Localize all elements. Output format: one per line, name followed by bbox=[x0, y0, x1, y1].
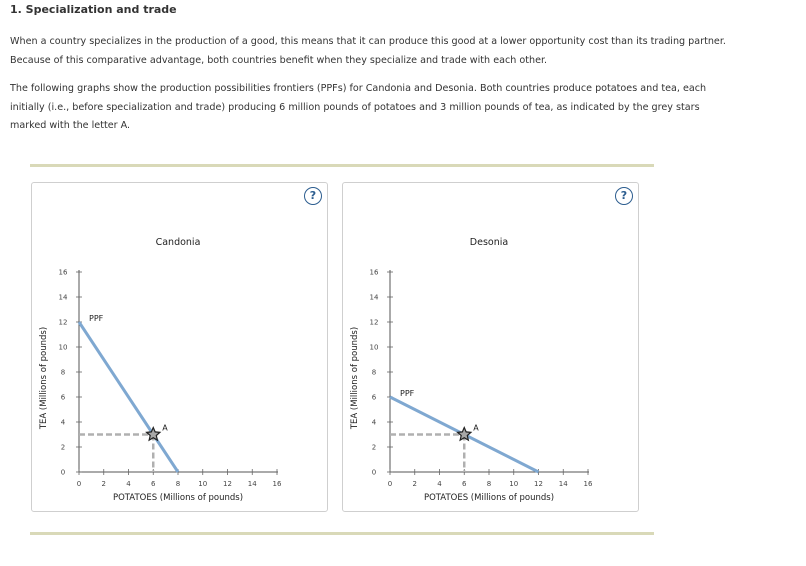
y-tick-label: 12 bbox=[369, 318, 379, 327]
candonia-graph-panel bbox=[31, 182, 328, 512]
y-tick-label: 14 bbox=[369, 293, 379, 302]
question-title: 1. Specialization and trade bbox=[10, 3, 177, 16]
y-tick-label: 10 bbox=[58, 343, 68, 352]
y-tick-label: 2 bbox=[371, 443, 377, 452]
divider-bottom bbox=[30, 532, 654, 535]
x-tick-label: 6 bbox=[151, 480, 156, 488]
ppf-label: PPF bbox=[400, 389, 415, 398]
y-tick-label: 12 bbox=[58, 318, 68, 327]
point-a-label: A bbox=[162, 423, 168, 433]
intro-line-2: Because of this comparative advantage, both countries benefit when they specialize and trade with each other. bbox=[10, 54, 548, 66]
x-tick-label: 8 bbox=[175, 480, 181, 488]
x-tick-label: 14 bbox=[247, 480, 257, 488]
desonia-chart bbox=[343, 183, 638, 511]
chart-title: Desonia bbox=[469, 237, 509, 248]
x-tick-label: 0 bbox=[76, 480, 82, 488]
y-tick-label: 10 bbox=[369, 343, 379, 352]
y-tick-label: 2 bbox=[60, 443, 66, 452]
intro-line-1: When a country specializes in the production of a good, this means that it can produce this good at a lower opportunity cost than its trading partner. bbox=[10, 36, 726, 47]
x-tick-label: 2 bbox=[101, 480, 106, 488]
divider-top bbox=[30, 164, 654, 167]
desonia-graph-panel bbox=[342, 182, 639, 512]
x-tick-label: 16 bbox=[583, 480, 593, 488]
y-tick-label: 16 bbox=[369, 268, 379, 277]
chart-title: Candonia bbox=[155, 237, 201, 248]
y-tick-label: 4 bbox=[371, 418, 377, 427]
y-tick-label: 0 bbox=[371, 468, 377, 477]
x-tick-label: 8 bbox=[486, 480, 492, 488]
y-tick-label: 8 bbox=[60, 368, 66, 377]
x-tick-label: 4 bbox=[126, 480, 131, 488]
x-tick-label: 6 bbox=[462, 480, 467, 488]
x-tick-label: 10 bbox=[509, 480, 519, 488]
y-tick-label: 6 bbox=[371, 393, 377, 402]
ppf-line bbox=[79, 322, 178, 472]
help-icon[interactable]: ? bbox=[615, 187, 633, 205]
body-line-3: marked with the letter A. bbox=[10, 120, 131, 131]
body-line-1: The following graphs show the production possibilities frontiers (PPFs) for Candonia and Desonia. Both countries produce potatoes and tea, each bbox=[10, 83, 707, 94]
x-tick-label: 16 bbox=[272, 480, 282, 488]
y-tick-label: 8 bbox=[371, 368, 377, 377]
point-a-label: A bbox=[473, 423, 479, 433]
x-tick-label: 12 bbox=[223, 480, 232, 488]
y-axis-label: TEA (Millions of pounds) bbox=[350, 326, 360, 430]
help-icon[interactable]: ? bbox=[304, 187, 322, 205]
candonia-chart bbox=[32, 183, 327, 511]
body-line-2: initially (i.e., before specialization and trade) producing 6 million pounds of potatoes and 3 million pounds of tea, as indicated by the grey stars bbox=[10, 101, 700, 113]
x-tick-label: 12 bbox=[534, 480, 543, 488]
x-tick-label: 4 bbox=[437, 480, 442, 488]
ppf-label: PPF bbox=[89, 314, 104, 323]
x-tick-label: 2 bbox=[412, 480, 417, 488]
body-paragraph bbox=[10, 80, 790, 136]
x-tick-label: 0 bbox=[387, 480, 393, 488]
x-axis-label: POTATOES (Millions of pounds) bbox=[423, 493, 555, 503]
y-tick-label: 0 bbox=[60, 468, 66, 477]
y-tick-label: 6 bbox=[60, 393, 66, 402]
y-tick-label: 4 bbox=[60, 418, 66, 427]
x-tick-label: 14 bbox=[558, 480, 568, 488]
x-tick-label: 10 bbox=[198, 480, 208, 488]
x-axis-label: POTATOES (Millions of pounds) bbox=[112, 493, 244, 503]
intro-paragraph bbox=[10, 33, 790, 70]
y-axis-label: TEA (Millions of pounds) bbox=[39, 326, 49, 430]
y-tick-label: 16 bbox=[58, 268, 68, 277]
y-tick-label: 14 bbox=[58, 293, 68, 302]
